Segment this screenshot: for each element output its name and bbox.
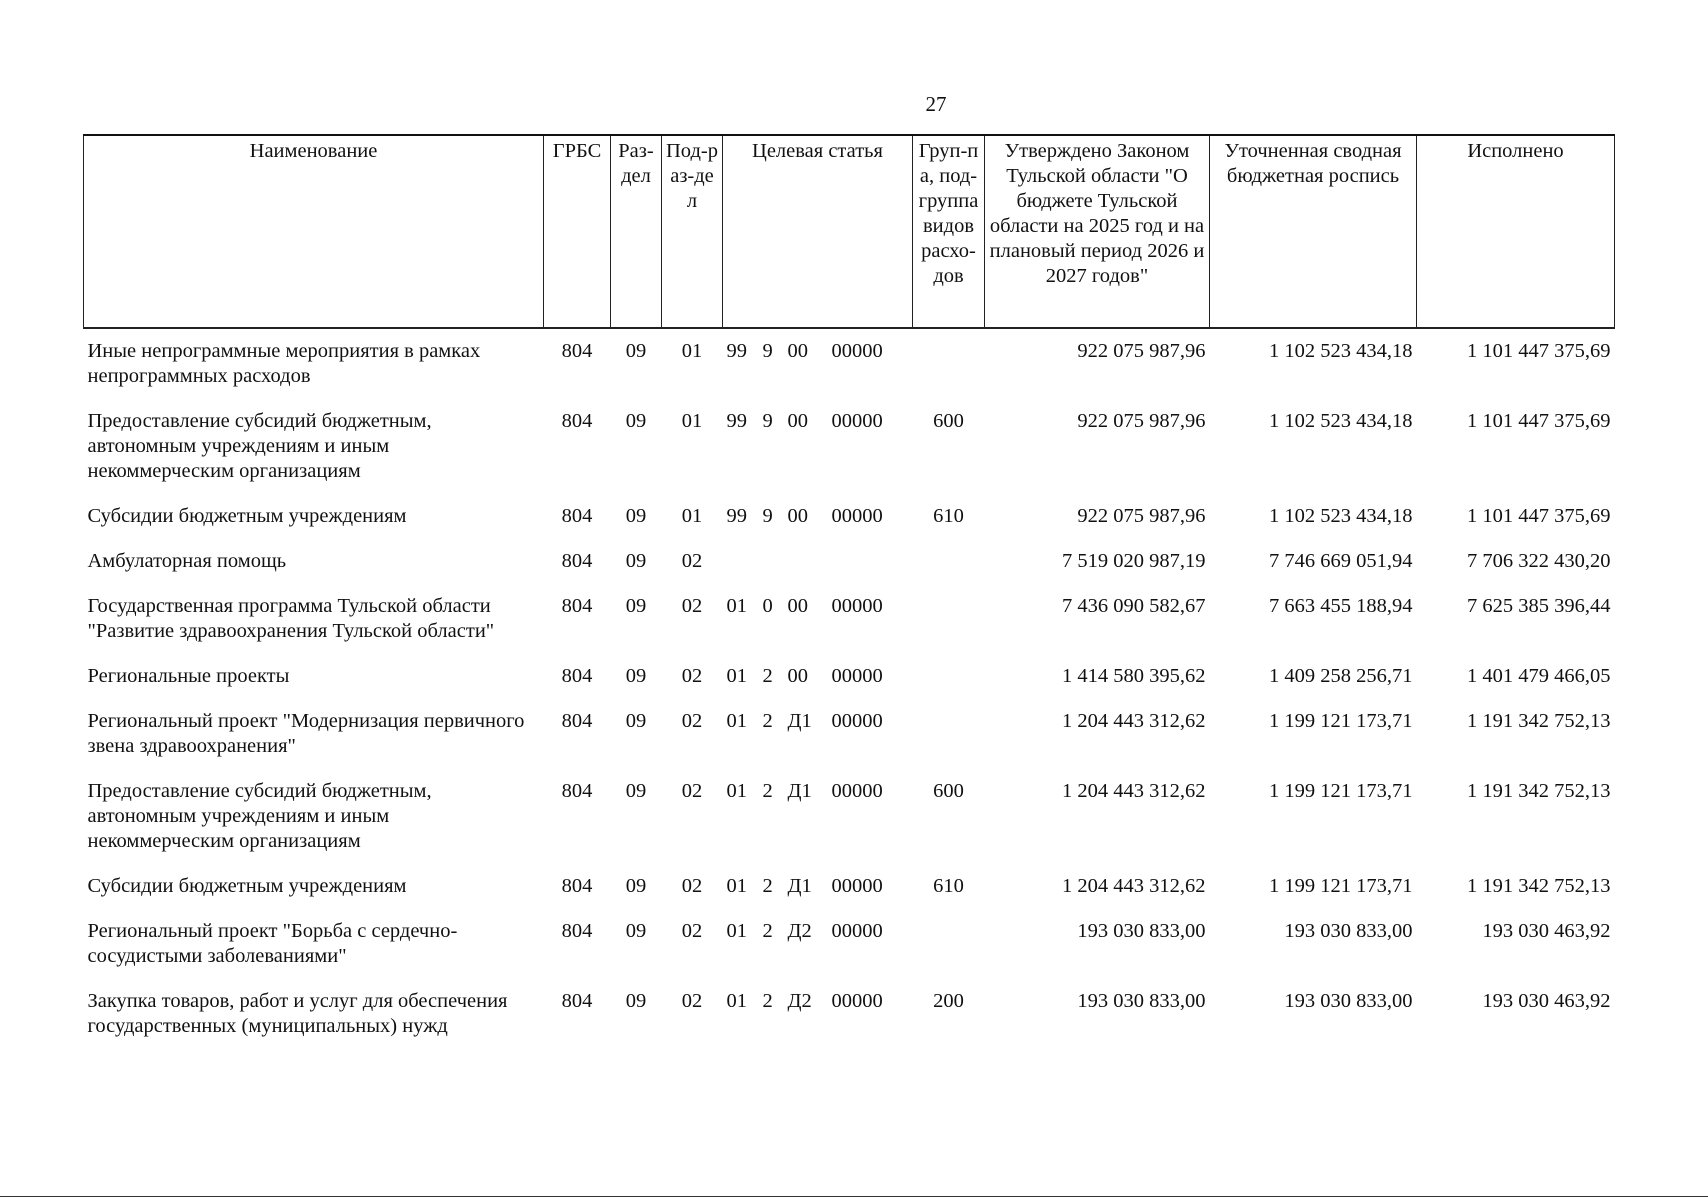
table-header-row — [84, 135, 1615, 328]
row-name: Региональный проект "Модернизация первичного звена здравоохранения" — [87, 710, 525, 757]
celevaya-part-2: 9 — [762, 340, 773, 362]
row-razdel: 09 — [625, 920, 647, 942]
row-razdel: 09 — [625, 665, 647, 687]
row-name: Предоставление субсидий бюджетным, автономным учреждениям и иным некоммерческим организациям — [87, 780, 432, 852]
row-podrazdel: 01 — [681, 340, 703, 362]
row-grbs: 804 — [561, 595, 593, 617]
row-utochnennaya: 7 746 669 051,94 — [1269, 550, 1413, 572]
row-grbs: 804 — [561, 505, 593, 527]
row-utochnennaya: 1 102 523 434,18 — [1269, 505, 1413, 527]
row-razdel: 09 — [625, 710, 647, 732]
row-celevaya-statya — [723, 494, 913, 539]
row-name: Иные непрограммные мероприятия в рамках непрограммных расходов — [87, 340, 481, 387]
table-row — [84, 699, 1615, 769]
row-vid-rashodov — [913, 654, 985, 699]
celevaya-part-2: 9 — [762, 410, 773, 432]
row-ispolneno: 7 625 385 396,44 — [1467, 595, 1611, 617]
row-utochnennaya: 1 102 523 434,18 — [1269, 340, 1413, 362]
table-row — [84, 654, 1615, 699]
celevaya-part-3: Д1 — [787, 780, 812, 802]
bottom-rule — [0, 1196, 1708, 1197]
header-grbs: ГРБС — [544, 135, 611, 328]
row-utochnennaya: 1 199 121 173,71 — [1269, 710, 1413, 732]
celevaya-part-4: 00000 — [831, 410, 883, 432]
header-ispolneno: Исполнено — [1417, 135, 1615, 328]
row-name: Предоставление субсидий бюджетным, автономным учреждениям и иным некоммерческим организациям — [87, 410, 432, 482]
row-utochnennaya: 1 102 523 434,18 — [1269, 410, 1413, 432]
celevaya-part-2: 0 — [762, 595, 773, 617]
celevaya-part-1: 01 — [726, 595, 747, 617]
row-celevaya-statya — [723, 584, 913, 654]
celevaya-part-2: 2 — [762, 990, 773, 1012]
table-row — [84, 979, 1615, 1049]
celevaya-part-1: 01 — [726, 990, 747, 1012]
row-utverzhdeno: 1 414 580 395,62 — [1062, 665, 1206, 687]
celevaya-part-1: 01 — [726, 875, 747, 897]
celevaya-part-2: 2 — [762, 920, 773, 942]
celevaya-part-1: 01 — [726, 780, 747, 802]
header-utverzhdeno: Утверждено Законом Тульской области "О бюджете Тульской области на 2025 год и на плановый период 2026 и 2027 годов" — [985, 135, 1210, 328]
table-body — [84, 328, 1615, 1049]
header-gruppa-vidov: Груп-па, под-группа видов расхо-дов — [913, 135, 985, 328]
row-razdel: 09 — [625, 550, 647, 572]
row-celevaya-statya — [723, 654, 913, 699]
celevaya-part-1: 01 — [726, 920, 747, 942]
table-row — [84, 539, 1615, 584]
row-utochnennaya: 193 030 833,00 — [1284, 990, 1413, 1012]
celevaya-part-4: 00000 — [831, 340, 883, 362]
row-razdel: 09 — [625, 340, 647, 362]
row-ispolneno: 1 191 342 752,13 — [1467, 875, 1611, 897]
row-grbs: 804 — [561, 710, 593, 732]
celevaya-part-2: 2 — [762, 665, 773, 687]
row-utochnennaya: 1 199 121 173,71 — [1269, 780, 1413, 802]
celevaya-part-1: 99 — [726, 340, 747, 362]
celevaya-part-4: 00000 — [831, 920, 883, 942]
row-vid-rashodov: 200 — [933, 990, 964, 1012]
row-utverzhdeno: 922 075 987,96 — [1077, 340, 1206, 362]
celevaya-part-4: 00000 — [831, 710, 883, 732]
header-name: Наименование — [84, 135, 544, 328]
celevaya-part-2: 2 — [762, 710, 773, 732]
row-celevaya-statya — [723, 399, 913, 494]
row-celevaya-statya — [723, 979, 913, 1049]
row-name: Закупка товаров, работ и услуг для обеспечения государственных (муниципальных) нужд — [87, 990, 508, 1037]
celevaya-part-4: 00000 — [831, 595, 883, 617]
row-utverzhdeno: 922 075 987,96 — [1077, 410, 1206, 432]
budget-table — [83, 134, 1615, 1049]
row-name: Субсидии бюджетным учреждениям — [87, 875, 407, 897]
row-podrazdel: 02 — [681, 780, 703, 802]
row-podrazdel: 02 — [681, 550, 703, 572]
celevaya-part-3: 00 — [787, 505, 808, 527]
celevaya-part-1: 99 — [726, 505, 747, 527]
table-row — [84, 584, 1615, 654]
row-grbs: 804 — [561, 780, 593, 802]
row-utverzhdeno: 193 030 833,00 — [1077, 990, 1206, 1012]
celevaya-part-1: 99 — [726, 410, 747, 432]
table-row — [84, 909, 1615, 979]
row-name: Субсидии бюджетным учреждениям — [87, 505, 407, 527]
row-ispolneno: 1 401 479 466,05 — [1467, 665, 1611, 687]
row-ispolneno: 193 030 463,92 — [1482, 920, 1611, 942]
table-row — [84, 864, 1615, 909]
celevaya-part-2: 2 — [762, 780, 773, 802]
page-number: 27 — [925, 92, 947, 116]
row-celevaya-statya — [723, 328, 913, 399]
row-utochnennaya: 1 199 121 173,71 — [1269, 875, 1413, 897]
row-ispolneno: 7 706 322 430,20 — [1467, 550, 1611, 572]
celevaya-part-4: 00000 — [831, 505, 883, 527]
celevaya-part-4: 00000 — [831, 875, 883, 897]
row-vid-rashodov — [913, 539, 985, 584]
header-razdel: Раз-дел — [611, 135, 662, 328]
celevaya-part-3: Д1 — [787, 875, 812, 897]
celevaya-part-1: 01 — [726, 665, 747, 687]
row-utverzhdeno: 1 204 443 312,62 — [1062, 710, 1206, 732]
row-razdel: 09 — [625, 875, 647, 897]
row-razdel: 09 — [625, 990, 647, 1012]
row-grbs: 804 — [561, 550, 593, 572]
celevaya-part-4: 00000 — [831, 990, 883, 1012]
table-row — [84, 328, 1615, 399]
row-ispolneno: 1 191 342 752,13 — [1467, 780, 1611, 802]
celevaya-part-3: Д1 — [787, 710, 812, 732]
row-vid-rashodov: 610 — [933, 875, 964, 897]
celevaya-part-3: Д2 — [787, 920, 812, 942]
row-vid-rashodov — [913, 328, 985, 399]
row-razdel: 09 — [625, 780, 647, 802]
celevaya-part-3: 00 — [787, 595, 808, 617]
row-vid-rashodov: 600 — [933, 410, 964, 432]
row-podrazdel: 02 — [681, 595, 703, 617]
row-utochnennaya: 1 409 258 256,71 — [1269, 665, 1413, 687]
celevaya-part-4: 00000 — [831, 780, 883, 802]
header-utochnennaya: Уточненная сводная бюджетная роспись — [1210, 135, 1417, 328]
row-vid-rashodov — [913, 584, 985, 654]
row-utochnennaya: 193 030 833,00 — [1284, 920, 1413, 942]
table-row — [84, 769, 1615, 864]
row-ispolneno: 1 101 447 375,69 — [1467, 340, 1611, 362]
row-podrazdel: 02 — [681, 710, 703, 732]
row-razdel: 09 — [625, 410, 647, 432]
row-grbs: 804 — [561, 875, 593, 897]
row-utverzhdeno: 7 519 020 987,19 — [1062, 550, 1206, 572]
row-utverzhdeno: 1 204 443 312,62 — [1062, 875, 1206, 897]
row-vid-rashodov: 600 — [933, 780, 964, 802]
row-utochnennaya: 7 663 455 188,94 — [1269, 595, 1413, 617]
row-name: Амбулаторная помощь — [87, 550, 287, 572]
row-podrazdel: 02 — [681, 665, 703, 687]
row-grbs: 804 — [561, 340, 593, 362]
row-podrazdel: 01 — [681, 410, 703, 432]
row-grbs: 804 — [561, 410, 593, 432]
row-utverzhdeno: 193 030 833,00 — [1077, 920, 1206, 942]
celevaya-part-3: 00 — [787, 340, 808, 362]
row-vid-rashodov: 610 — [933, 505, 964, 527]
row-name: Государственная программа Тульской области "Развитие здравоохранения Тульской области" — [87, 595, 495, 642]
row-grbs: 804 — [561, 665, 593, 687]
celevaya-part-3: 00 — [787, 410, 808, 432]
row-celevaya-statya — [723, 539, 913, 584]
header-celevaya-statya: Целевая статья — [723, 135, 913, 328]
row-ispolneno: 193 030 463,92 — [1482, 990, 1611, 1012]
row-name: Региональные проекты — [87, 665, 290, 687]
celevaya-part-1: 01 — [726, 710, 747, 732]
table-row — [84, 494, 1615, 539]
row-podrazdel: 01 — [681, 505, 703, 527]
row-podrazdel: 02 — [681, 990, 703, 1012]
row-podrazdel: 02 — [681, 920, 703, 942]
table-row — [84, 399, 1615, 494]
row-ispolneno: 1 191 342 752,13 — [1467, 710, 1611, 732]
row-celevaya-statya — [723, 909, 913, 979]
row-utverzhdeno: 1 204 443 312,62 — [1062, 780, 1206, 802]
row-utverzhdeno: 922 075 987,96 — [1077, 505, 1206, 527]
row-vid-rashodov — [913, 699, 985, 769]
row-celevaya-statya — [723, 864, 913, 909]
row-celevaya-statya — [723, 769, 913, 864]
row-razdel: 09 — [625, 595, 647, 617]
row-celevaya-statya — [723, 699, 913, 769]
row-ispolneno: 1 101 447 375,69 — [1467, 410, 1611, 432]
celevaya-part-2: 9 — [762, 505, 773, 527]
row-grbs: 804 — [561, 920, 593, 942]
row-utverzhdeno: 7 436 090 582,67 — [1062, 595, 1206, 617]
celevaya-part-2: 2 — [762, 875, 773, 897]
celevaya-part-3: 00 — [787, 665, 808, 687]
row-grbs: 804 — [561, 990, 593, 1012]
celevaya-part-4: 00000 — [831, 665, 883, 687]
celevaya-part-3: Д2 — [787, 990, 812, 1012]
row-name: Региональный проект "Борьба с сердечно-сосудистыми заболеваниями" — [87, 920, 458, 967]
row-razdel: 09 — [625, 505, 647, 527]
row-podrazdel: 02 — [681, 875, 703, 897]
row-ispolneno: 1 101 447 375,69 — [1467, 505, 1611, 527]
header-podrazdel: Под-раз-дел — [662, 135, 723, 328]
row-vid-rashodov — [913, 909, 985, 979]
